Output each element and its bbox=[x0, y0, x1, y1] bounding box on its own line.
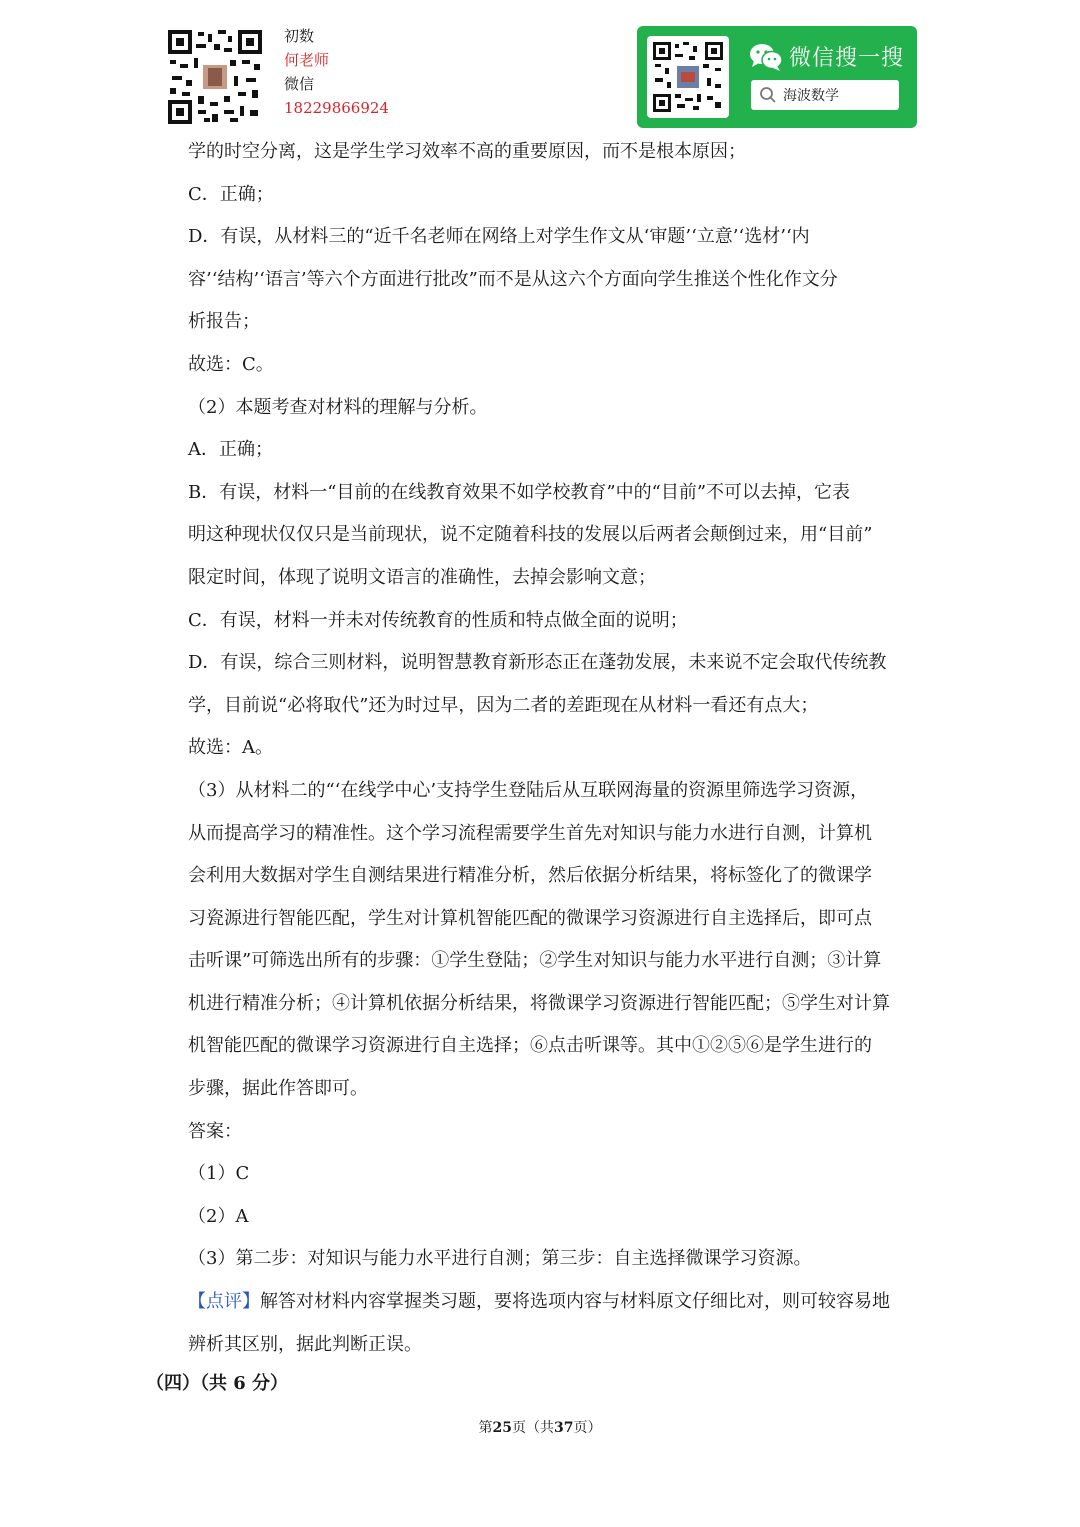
answer-heading: 答案： bbox=[188, 1120, 242, 1142]
contact-phone: 18229866924 bbox=[284, 99, 389, 117]
footer-suffix: 页） bbox=[573, 1420, 602, 1436]
contact-line-3: 微信 bbox=[284, 75, 315, 93]
answer-1: （1）C bbox=[188, 1163, 250, 1185]
page-number: 25 bbox=[492, 1420, 512, 1436]
comment-text-1: 解答对材料内容掌握类习题，要将选项内容与材料原文仔细比对，则可较容易地 bbox=[260, 1291, 890, 1313]
contact-line-1: 初数 bbox=[284, 27, 315, 45]
search-icon bbox=[759, 86, 777, 104]
body-line: C．有误，材料一并未对传统教育的性质和特点做全面的说明； bbox=[188, 609, 688, 631]
qr-code-image bbox=[168, 30, 262, 124]
total-pages: 37 bbox=[554, 1420, 574, 1436]
body-line: 击听课”可筛选出所有的步骤：①学生登陆；②学生对知识与能力水平进行自测；③计算 bbox=[188, 950, 882, 972]
wechat-search-banner bbox=[637, 26, 917, 128]
body-line: （3）从材料二的“‘在线学中心’支持学生登陆后从互联网海量的资源里筛选学习资源， bbox=[188, 779, 869, 801]
body-line: 明这种现状仅仅只是当前现状，说不定随着科技的发展以后两者会颠倒过来，用“目前” bbox=[188, 524, 873, 546]
answer-3: （3）第二步：对知识与能力水平进行自测；第三步：自主选择微课学习资源。 bbox=[188, 1248, 812, 1270]
contact-name: 何老师 bbox=[284, 51, 330, 69]
wechat-qr-image bbox=[653, 42, 723, 112]
footer-middle: 页（共 bbox=[512, 1420, 554, 1436]
wechat-logo-icon bbox=[749, 42, 783, 72]
body-line: C．正确； bbox=[188, 183, 274, 205]
wechat-search-title: 微信搜一搜 bbox=[789, 46, 905, 71]
body-line: 限定时间，体现了说明文语言的准确性，去掉会影响文意； bbox=[188, 566, 656, 588]
body-line: B．有误，材料一“目前的在线教育效果不如学校教育”中的“目前”不可以去掉，它表 bbox=[188, 481, 851, 503]
footer-prefix: 第 bbox=[478, 1420, 493, 1436]
page-footer bbox=[0, 1417, 1080, 1437]
body-line: 习瓷源进行智能匹配，学生对计算机智能匹配的微课学习资源进行自主选择后，即可点 bbox=[188, 907, 872, 929]
wechat-search-box[interactable] bbox=[751, 80, 899, 110]
wechat-qr-code bbox=[647, 36, 729, 118]
body-line: 机进行精准分析；④计算机依据分析结果，将微课学习资源进行智能匹配；⑤学生对计算 bbox=[188, 992, 890, 1014]
body-line: 容’‘结构’‘语言’等六个方面进行批改”而不是从这六个方面向学生推送个性化作文分 bbox=[188, 268, 838, 290]
body-line: D．有误，综合三则材料，说明智慧教育新形态正在蓬勃发展，未来说不定会取代传统教 bbox=[188, 652, 887, 674]
body-line: （2）本题考查对材料的理解与分析。 bbox=[188, 396, 488, 418]
body-line: 步骤，据此作答即可。 bbox=[188, 1078, 368, 1100]
body-line: D．有误，从材料三的“近千名老师在网络上对学生作文从‘审题’‘立意’‘选材’‘内 bbox=[188, 226, 810, 248]
document-body bbox=[188, 131, 920, 1366]
qr-code-left bbox=[168, 30, 262, 124]
body-line: 学的时空分离，这是学生学习效率不高的重要原因，而不是根本原因； bbox=[188, 141, 746, 162]
body-line: 故选：C。 bbox=[188, 353, 274, 375]
comment-line-2: 辨析其区别，据此判断正误。 bbox=[188, 1333, 422, 1355]
body-line: 从而提高学习的精准性。这个学习流程需要学生首先对知识与能力水进行自测，计算机 bbox=[188, 822, 872, 844]
contact-info bbox=[284, 24, 389, 120]
section-heading: （四）（共 6 分） bbox=[146, 1373, 289, 1394]
comment-label: 【点评】 bbox=[188, 1291, 260, 1313]
body-line: A．正确； bbox=[188, 439, 273, 461]
body-line: 会利用大数据对学生自测结果进行精准分析，然后依据分析结果，将标签化了的微课学 bbox=[188, 865, 872, 887]
wechat-search-text: 海波数学 bbox=[783, 88, 839, 104]
answer-2: （2）A bbox=[188, 1205, 249, 1227]
comment-line-1 bbox=[188, 1281, 920, 1324]
body-line: 析报告； bbox=[188, 311, 260, 333]
body-line: 学，目前说“必将取代”还为时过早，因为二者的差距现在从材料一看还有点大； bbox=[188, 694, 819, 716]
body-line: 故选：A。 bbox=[188, 737, 273, 759]
body-line: 机智能匹配的微课学习资源进行自主选择；⑥点击听课等。其中①②⑤⑥是学生进行的 bbox=[188, 1035, 872, 1057]
